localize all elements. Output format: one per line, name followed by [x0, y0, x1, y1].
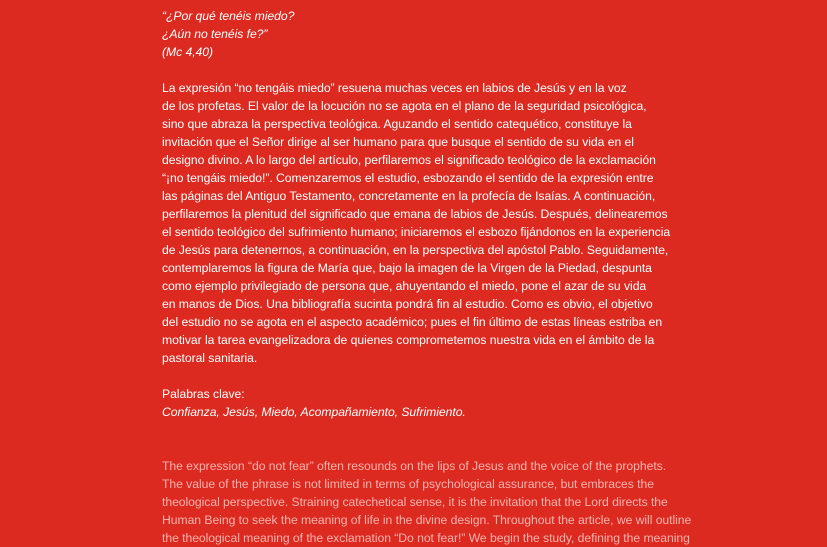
- keywords-block: [162, 385, 466, 421]
- quote-citation: (Mc 4,40): [162, 45, 214, 59]
- abstract-line: perfilaremos la plenitud del significado que emana de labios de Jesús. Después, delinearemos: [162, 207, 668, 221]
- abstract-line: Human Being to seek the meaning of life in the divine design. Throughout the article, we will outline: [162, 513, 692, 527]
- abstract-line: en manos de Dios. Una bibliografía sucinta pondrá fin al estudio. Como es obvio, el objetivo: [162, 297, 653, 311]
- abstract-line: The expression “do not fear” often resounds on the lips of Jesus and the voice of the prophets.: [162, 459, 667, 473]
- abstract-line: de los profetas. El valor de la locución no se agota en el plano de la seguridad psicológica,: [162, 99, 647, 113]
- abstract-line: the theological meaning of the exclamation “Do not fear!” We begin the study, defining the meaning: [162, 531, 690, 545]
- abstract-line: theological perspective. Straining catechetical sense, it is the invitation that the Lord directs the: [162, 495, 668, 509]
- keywords-label: Palabras clave:: [162, 387, 245, 401]
- abstract-line: de Jesús para detenernos, a continuación, en la perspectiva del apóstol Pablo. Seguidamente,: [162, 243, 669, 257]
- abstract-line: contemplaremos la figura de María que, bajo la imagen de la Virgen de la Piedad, despunta: [162, 261, 652, 275]
- abstract-english: [162, 457, 691, 547]
- quote-line: “¿Por qué tenéis miedo?: [162, 9, 295, 23]
- quote-line: ¿Aún no tenéis fe?”: [162, 27, 268, 41]
- abstract-line: designo divino. A lo largo del artículo, perfilaremos el significado teológico de la exclamación: [162, 153, 656, 167]
- abstract-line: sino que abraza la perspectiva teológica. Aguzando el sentido catequético, constituye la: [162, 117, 632, 131]
- abstract-line: invitación que el Señor dirige al ser humano para que busque el sentido de su vida en el: [162, 135, 634, 149]
- abstract-line: del estudio no se agota en el aspecto académico; pues el fin último de estas líneas estriba en: [162, 315, 663, 329]
- keywords-terms: Confianza, Jesús, Miedo, Acompañamiento, Sufrimiento.: [162, 405, 466, 419]
- abstract-line: las páginas del Antiguo Testamento, concretamente en la profecía de Isaías. A continuación,: [162, 189, 656, 203]
- abstract-line: “¡no tengáis miedo!”. Comenzaremos el estudio, esbozando el sentido de la expresión entre: [162, 171, 654, 185]
- abstract-line: La expresión “no tengáis miedo” resuena muchas veces en labios de Jesús y en la voz: [162, 81, 627, 95]
- epigraph-quote: [162, 7, 294, 61]
- abstract-line: The value of the phrase is not limited in terms of psychological assurance, but embraces the: [162, 477, 654, 491]
- abstract-line: motivar la tarea evangelizadora de quienes comprometemos nuestra vida en el ámbito de la: [162, 333, 655, 347]
- abstract-spanish: [162, 79, 670, 367]
- abstract-line: como ejemplo privilegiado de persona que, ahuyentando el miedo, pone el azar de su vida: [162, 279, 647, 293]
- abstract-line: pastoral sanitaria.: [162, 351, 258, 365]
- abstract-line: el sentido teológico del sufrimiento humano; iniciaremos el esbozo fijándonos en la experiencia: [162, 225, 671, 239]
